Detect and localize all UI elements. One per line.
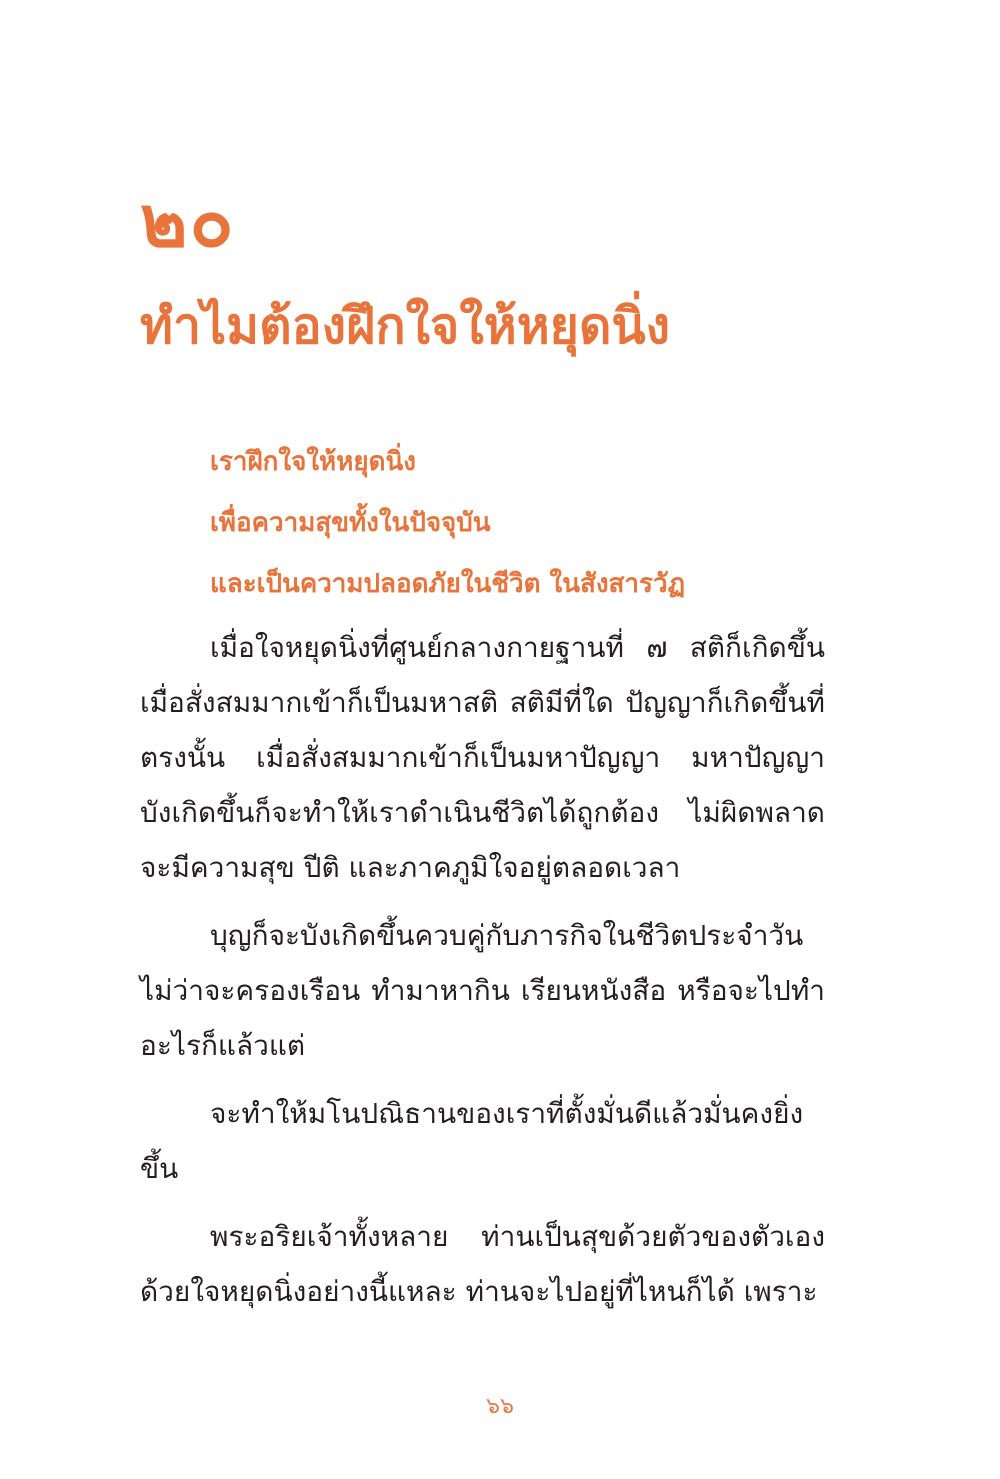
paragraph: บุญก็จะบังเกิดขึ้นควบคู่กับภารกิจในชีวิตประจำวัน ไม่ว่าจะครองเรือน ทำมาหากิน เรียนหนังสือ หรือจะไปทำอะไรก็แล้วแต่ bbox=[140, 919, 825, 1062]
epigraph-line: และเป็นความปลอดภัยในชีวิต ในสังสารวัฏ bbox=[210, 569, 686, 599]
body-text bbox=[140, 620, 825, 1332]
paragraph: จะทำให้มโนปณิธานของเราที่ตั้งมั่นดีแล้วมั่นคงยิ่งขึ้น bbox=[140, 1097, 804, 1185]
page-number: ๖๖ bbox=[486, 1394, 514, 1419]
epigraph-line: เพื่อความสุขทั้งในปัจจุบัน bbox=[210, 508, 491, 538]
chapter-number: ๒๐ bbox=[140, 178, 236, 263]
chapter-title: ทำไมต้องฝึกใจให้หยุดนิ่ง bbox=[140, 296, 671, 355]
paragraph: พระอริยเจ้าทั้งหลาย ท่านเป็นสุขด้วยตัวของตัวเอง ด้วยใจหยุดนิ่งอย่างนี้แหละ ท่านจะไปอยู่ที่ไหนก็ได้ เพราะ bbox=[140, 1220, 825, 1308]
epigraph-line: เราฝึกใจให้หยุดนิ่ง bbox=[210, 447, 416, 477]
epigraph bbox=[210, 432, 830, 615]
paragraph: เมื่อใจหยุดนิ่งที่ศูนย์กลางกายฐานที่ ๗ สติก็เกิดขึ้น เมื่อสั่งสมมากเข้าก็เป็นมหาสติ สติมีที่ใด ปัญญาก็เกิดขึ้นที่ตรงนั้น เมื่อสั่งสมมากเข้าก็เป็นมหาปัญญา มหาปัญญาบังเกิดขึ้นก็จะทำให้เราดำเนินชีวิตได้ถูกต้อง ไม่ผิดพลาด จะมีความสุข ปีติ และภาคภูมิใจอยู่ตลอดเวลา bbox=[140, 631, 825, 884]
